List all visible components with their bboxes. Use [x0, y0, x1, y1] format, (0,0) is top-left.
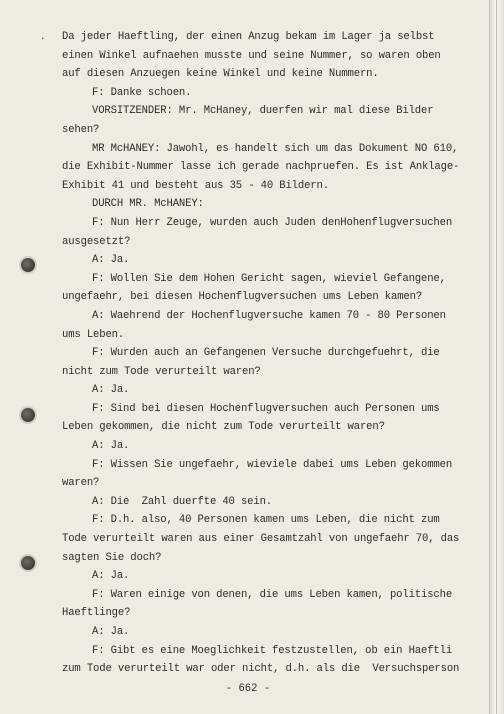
text-line: F: Sind bei diesen Hochenflugversuchen auch Personen ums: [92, 402, 440, 415]
text-line: Haeftlinge?: [62, 607, 131, 620]
text-line: F: Waren einige von denen, die ums Leben kamen, politische: [92, 588, 453, 601]
text-line: nicht zum Tode verurteilt waren?: [62, 365, 261, 378]
text-line: A: Ja.: [92, 626, 130, 638]
text-line: Da jeder Haeftling, der einen Anzug bekam im Lager ja selbst: [62, 31, 435, 43]
text-line: F: Gibt es eine Moeglichkeit festzustellen, ob ein Haeftli: [92, 644, 453, 657]
text-line: F: Danke schoen.: [92, 86, 192, 99]
margin-mark: ·: [40, 34, 46, 44]
text-line: zum Tode verurteilt war oder nicht, d.h. als die Versuchsperson: [62, 663, 460, 676]
edge-line: [496, 0, 497, 714]
text-line: ausgesetzt?: [62, 235, 131, 248]
text-line: MR McHANEY: Jawohl, es handelt sich um das Dokument NO 610,: [92, 142, 459, 155]
text-line: A: Waehrend der Hochenflugversuche kamen 70 - 80 Personen: [92, 309, 446, 322]
text-line: einen Winkel aufnaehen musste und seine Nummer, so waren oben: [62, 49, 441, 62]
text-line: Tode verurteilt waren aus einer Gesamtzahl von ungefaehr 70, das: [62, 533, 460, 546]
text-line: A: Die Zahl duerfte 40 sein.: [92, 495, 273, 508]
page-number: - 662 -: [225, 683, 271, 695]
punch-hole: [21, 556, 35, 570]
page-edge: [489, 0, 504, 714]
text-line: sagten Sie doch?: [62, 551, 162, 564]
text-line: VORSITZENDER: Mr. McHaney, duerfen wir mal diese Bilder: [92, 105, 434, 118]
text-line: Leben gekommen, die nicht zum Tode verurteilt waren?: [62, 421, 385, 434]
punch-hole: [21, 258, 35, 272]
text-line: F: Wurden auch an Gefangenen Versuche durchgefuehrt, die: [92, 347, 440, 360]
text-line: F: Nun Herr Zeuge, wurden auch Juden denHohenflugversuchen: [92, 216, 453, 229]
text-line: auf diesen Anzuegen keine Winkel und keine Nummern.: [62, 68, 379, 81]
text-line: A: Ja.: [92, 384, 130, 397]
text-line: Exhibit 41 und besteht aus 35 - 40 Bildern.: [62, 179, 329, 192]
text-line: F: Wollen Sie dem Hohen Gericht sagen, wieviel Gefangene,: [92, 272, 446, 285]
text-line: A: Ja.: [92, 440, 130, 453]
text-line: DURCH MR. McHANEY:: [92, 198, 204, 211]
text-line: ungefaehr, bei diesen Hochenflugversuchen ums Leben kamen?: [62, 291, 423, 304]
text-line: die Exhibit-Nummer lasse ich gerade nachpruefen. Es ist Anklage-: [62, 161, 460, 174]
text-line: waren?: [62, 477, 100, 490]
punch-hole: [21, 408, 35, 422]
text-line: A: Ja.: [92, 254, 130, 267]
text-line: F: D.h. also, 40 Personen kamen ums Leben, die nicht zum: [92, 514, 440, 527]
footer: [60, 0, 460, 714]
text-line: F: Wissen Sie ungefaehr, wieviele dabei ums Leben gekommen: [92, 458, 453, 471]
text-line: ums Leben.: [62, 328, 125, 341]
text-line: sehen?: [62, 123, 100, 136]
text-line: A: Ja.: [92, 570, 130, 583]
